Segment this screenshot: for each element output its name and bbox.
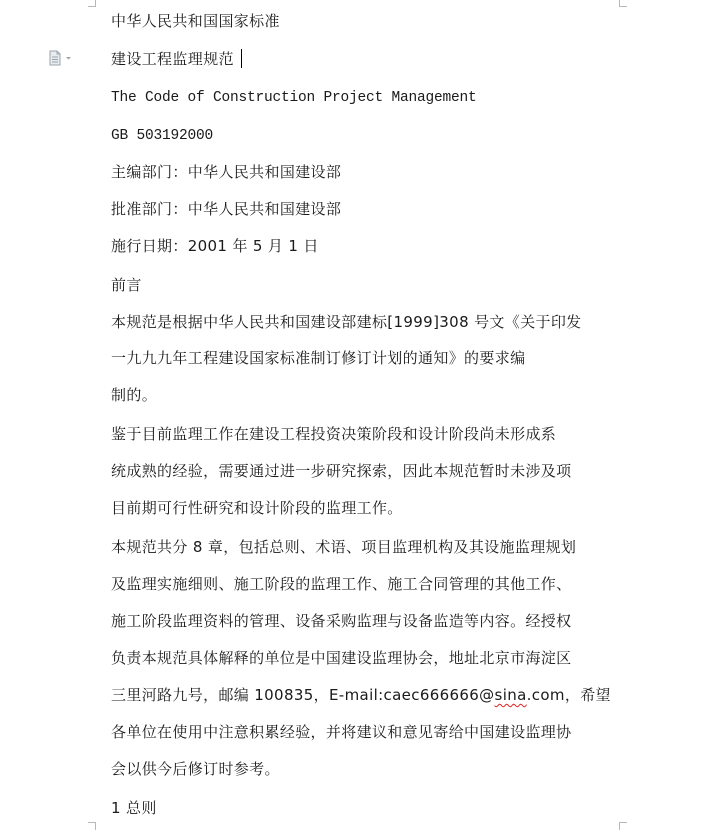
- english-title[interactable]: The Code of Construction Project Management: [111, 90, 477, 106]
- paragraph-line-contact[interactable]: [111, 685, 611, 705]
- paragraph-line[interactable]: 目前期可行性研究和设计阶段的监理工作。: [111, 499, 403, 517]
- preface-heading[interactable]: 前言: [111, 276, 142, 294]
- document-icon[interactable]: [47, 50, 75, 66]
- chapter-heading[interactable]: 1 总则: [111, 799, 157, 817]
- contact-text-end: .com，希望: [526, 686, 611, 704]
- paragraph-line[interactable]: 会以供今后修订时参考。: [111, 760, 280, 778]
- paragraph-line[interactable]: 鉴于目前监理工作在建设工程投资决策阶段和设计阶段尚未形成系: [111, 425, 557, 443]
- spellcheck-flagged-word[interactable]: sina: [494, 686, 527, 704]
- crop-mark-bottom-left: [88, 822, 96, 823]
- paragraph-line[interactable]: 本规范是根据中华人民共和国建设部建标[1999]308 号文《关于印发: [111, 313, 582, 331]
- paragraph-line[interactable]: 负责本规范具体解释的单位是中国建设监理协会，地址北京市海淀区: [111, 649, 572, 667]
- paragraph-line[interactable]: 一九九九年工程建设国家标准制订修订计划的通知》的要求编: [111, 349, 526, 367]
- editor-department[interactable]: 主编部门：中华人民共和国建设部: [111, 163, 342, 181]
- paragraph-line[interactable]: 各单位在使用中注意积累经验，并将建议和意见寄给中国建设监理协: [111, 723, 572, 741]
- crop-mark-top-left: [88, 6, 96, 7]
- document-icon-svg: [47, 50, 75, 66]
- crop-mark-top-right: [619, 6, 627, 7]
- paragraph-line[interactable]: 及监理实施细则、施工阶段的监理工作、施工合同管理的其他工作、: [111, 575, 572, 593]
- crop-mark-bottom-left: [95, 822, 96, 830]
- approval-department[interactable]: 批准部门：中华人民共和国建设部: [111, 200, 342, 218]
- contact-text: 三里河路九号，邮编 100835，E-mail:caec666666@: [111, 686, 495, 704]
- effective-date[interactable]: 施行日期：2001 年 5 月 1 日: [111, 237, 319, 255]
- paragraph-line[interactable]: 施工阶段监理资料的管理、设备采购监理与设备监造等内容。经授权: [111, 612, 572, 630]
- text-cursor: [241, 49, 243, 68]
- standard-category[interactable]: 中华人民共和国国家标准: [111, 12, 280, 30]
- crop-mark-bottom-right: [619, 822, 627, 823]
- paragraph-line[interactable]: 统成熟的经验，需要通过进一步研究探索，因此本规范暂时未涉及项: [111, 462, 572, 480]
- document-title[interactable]: [111, 49, 242, 69]
- document-title-text[interactable]: 建设工程监理规范: [111, 50, 234, 68]
- standard-number[interactable]: GB 503192000: [111, 128, 214, 144]
- crop-mark-bottom-right: [619, 822, 620, 830]
- paragraph-line[interactable]: 制的。: [111, 386, 158, 404]
- paragraph-line[interactable]: 本规范共分 8 章，包括总则、术语、项目监理机构及其设施监理规划: [111, 538, 577, 556]
